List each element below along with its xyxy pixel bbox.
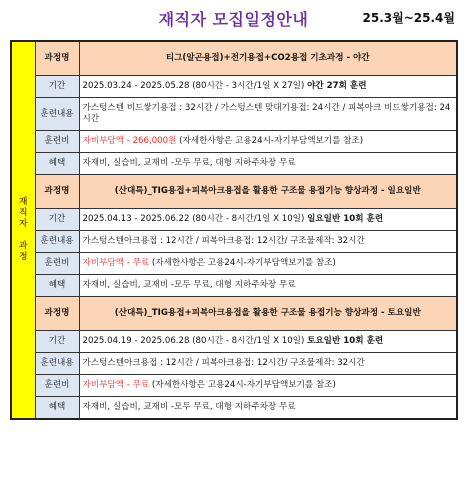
period-label: 기간: [35, 209, 79, 231]
course-label: 과정명: [35, 175, 79, 209]
course-2-period-text: 2025.04.13 - 2025.06.22 (80시간 - 8시간/1일 X 10일): [82, 214, 305, 224]
recruit-period: 25.3월~25.4월: [362, 11, 455, 25]
course-2-fee-row: [11, 253, 457, 275]
course-3-period-row: [11, 331, 457, 353]
fee-label: 훈련비: [35, 375, 79, 397]
course-2-benefit: 자재비, 실습비, 교재비 -모두 무료, 대형 지하주차장 무료: [79, 275, 457, 297]
course-3-content: 가스텅스텐아크용접 : 12시간 / 피복아크용접: 12시간/ 구조물제작: 32시간: [79, 353, 457, 375]
course-3-fee: [79, 375, 457, 397]
period-label: 기간: [35, 76, 79, 98]
benefit-label: 혜택: [35, 275, 79, 297]
course-1-name-row: [11, 41, 457, 76]
course-1-content-row: [11, 98, 457, 131]
course-1-benefit: 자재비, 실습비, 교재비 -모두 무료, 대형 지하주차장 무료: [79, 153, 457, 175]
schedule-table: [10, 40, 458, 420]
course-2-fee: [79, 253, 457, 275]
course-2-period: [79, 209, 457, 231]
course-3-name: (산대특)_TIG용접+피복아크용접을 활용한 구조물 용접기능 향상과정 - 토요일반: [79, 297, 457, 331]
fee-label: 훈련비: [35, 131, 79, 153]
course-2-content: 가스텅스텐아크용접 : 12시간 / 피복아크용접: 12시간/ 구조물제작: 32시간: [79, 231, 457, 253]
course-2-fee-note: (자세한사항은 고용24시-자기부담액보기를 참조): [151, 258, 336, 268]
side-char: 재: [19, 197, 28, 207]
course-1-period-bold: 야간 27회 훈련: [307, 81, 367, 91]
side-gap: [19, 230, 27, 241]
course-2-name: (산대특)_TIG용접+피복아크용접을 활용한 구조물 용접기능 향상과정 - 일요일반: [79, 175, 457, 209]
course-3-period-text: 2025.04.19 - 2025.06.28 (80시간 - 8시간/1일 X 10일): [82, 336, 305, 346]
header: [0, 0, 467, 38]
benefit-label: 혜택: [35, 397, 79, 420]
course-3-content-row: [11, 353, 457, 375]
course-label: 과정명: [35, 297, 79, 331]
course-3-name-row: [11, 297, 457, 331]
fee-label: 훈련비: [35, 253, 79, 275]
benefit-label: 혜택: [35, 153, 79, 175]
course-1-name: 티그(알곤용접)+전기용접+CO2용접 기초과정 - 야간: [79, 41, 457, 76]
course-label: 과정명: [35, 41, 79, 76]
course-1-period: [79, 76, 457, 98]
course-2-period-row: [11, 209, 457, 231]
course-2-fee-amount: 자비부담액 - 무료: [82, 258, 150, 268]
course-1-fee: [79, 131, 457, 153]
side-char: 자: [19, 219, 28, 229]
side-label: [11, 41, 35, 419]
course-3-period: [79, 331, 457, 353]
course-3-fee-row: [11, 375, 457, 397]
course-3-fee-note: (자세한사항은 고용24시-자기부담액보기를 참조): [151, 380, 336, 390]
course-1-fee-amount: 자비부담액 - 266,000원: [82, 136, 177, 146]
course-1-period-row: [11, 76, 457, 98]
course-1-content: 가스텅스텐 비드쌓기용접 : 32시간 / 가스텅스텐 맞대기용접: 24시간 / 피복아크 비드쌓기용접: 24시간: [79, 98, 457, 131]
course-3-period-bold: 토요일반 10회 훈련: [307, 336, 384, 346]
course-2-benefit-row: [11, 275, 457, 297]
course-2-name-row: [11, 175, 457, 209]
course-1-fee-note: (자세한사항은 고용24시-자기부담액보기를 참조): [179, 136, 364, 146]
content-label: 훈련내용: [35, 353, 79, 375]
content-label: 훈련내용: [35, 98, 79, 131]
page-title: 재직자 모집일정안내: [158, 10, 309, 29]
content-label: 훈련내용: [35, 231, 79, 253]
course-2-content-row: [11, 231, 457, 253]
course-3-fee-amount: 자비부담액 - 무료: [82, 380, 150, 390]
side-char: 과: [19, 241, 28, 251]
course-3-benefit-row: [11, 397, 457, 420]
course-3-benefit: 자재비, 실습비, 교재비 -모두 무료, 대형 지하주차장 무료: [79, 397, 457, 420]
course-2-period-bold: 일요일반 10회 훈련: [307, 214, 384, 224]
course-1-benefit-row: [11, 153, 457, 175]
course-1-period-text: 2025.03.24 - 2025.05.28 (80시간 - 3시간/1일 X 27일): [82, 81, 305, 91]
period-label: 기간: [35, 331, 79, 353]
course-1-fee-row: [11, 131, 457, 153]
side-char: 정: [19, 252, 28, 262]
side-char: 직: [19, 208, 28, 218]
